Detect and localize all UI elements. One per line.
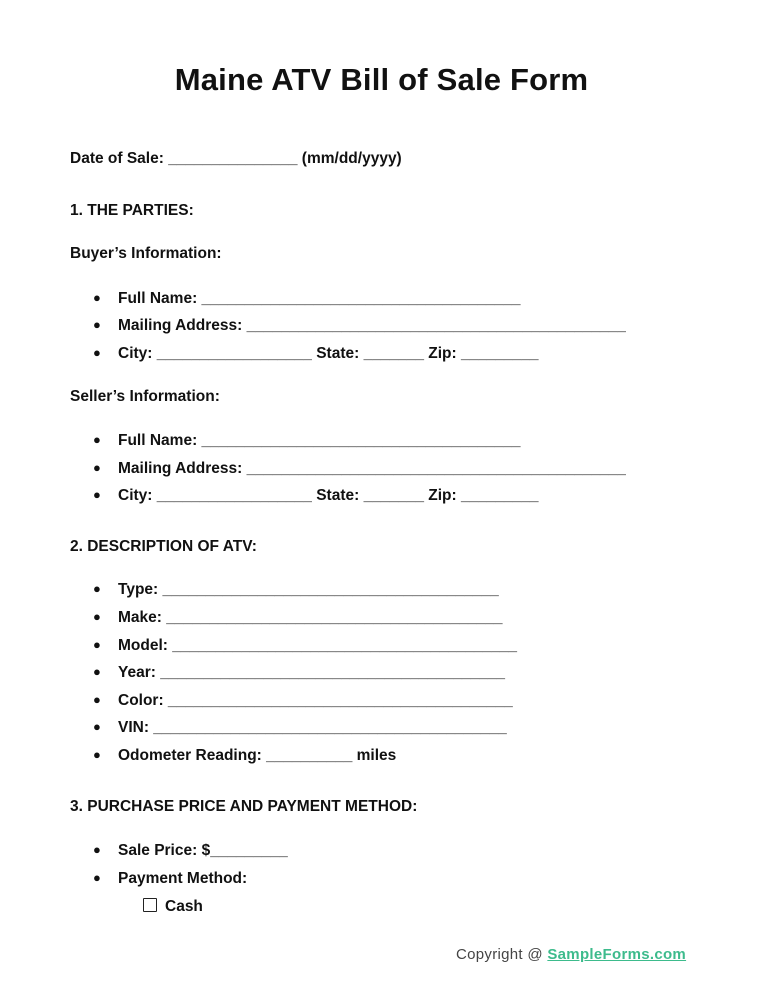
atv-vin-text: VIN: _________________________________________ [118,719,507,736]
payment-method-item [93,868,247,889]
atv-model-item [93,635,517,656]
bullet-icon: ● [93,487,101,502]
sale-price-item [93,840,288,861]
atv-color-item [93,690,513,711]
bullet-icon: ● [93,747,101,762]
copyright-footer [456,946,686,963]
sale-price-text: Sale Price: $_________ [118,842,288,859]
bullet-icon: ● [93,719,101,734]
bullet-icon: ● [93,290,101,305]
seller-full-name-item [93,430,521,451]
seller-full-name-text: Full Name: _____________________________________ [118,432,521,449]
buyer-mailing-address-item [93,315,626,336]
section-description-heading: 2. DESCRIPTION OF ATV: [70,538,257,555]
buyer-city-state-zip-item [93,343,539,364]
buyer-mailing-address-text: Mailing Address: ____________________________________________ [118,317,626,334]
atv-make-text: Make: _______________________________________ [118,609,503,626]
brand-link[interactable]: SampleForms.com [547,946,687,963]
buyer-full-name-item [93,288,521,309]
atv-type-text: Type: _______________________________________ [118,581,499,598]
buyer-info-heading: Buyer’s Information: [70,245,222,262]
date-of-sale-field: Date of Sale: _______________ (mm/dd/yyyy) [70,150,402,167]
bullet-icon: ● [93,664,101,679]
bullet-icon: ● [93,692,101,707]
buyer-full-name-text: Full Name: _____________________________________ [118,290,521,307]
bullet-icon: ● [93,581,101,596]
document-title: Maine ATV Bill of Sale Form [174,62,589,97]
atv-year-item [93,662,505,683]
buyer-city-state-zip-text: City: __________________ State: _______ Zip: _________ [118,345,539,362]
bullet-icon: ● [93,345,101,360]
seller-mailing-address-text: Mailing Address: ____________________________________________ [118,460,626,477]
atv-year-text: Year: ________________________________________ [118,664,506,681]
atv-model-text: Model: ________________________________________ [118,637,518,654]
atv-make-item [93,607,502,628]
atv-odometer-item [93,745,396,766]
copyright-prefix: Copyright @ [456,946,548,963]
payment-method-text: Payment Method: [118,870,248,887]
seller-info-heading: Seller’s Information: [70,388,220,405]
seller-city-state-zip-item [93,485,539,506]
atv-type-item [93,579,499,600]
bullet-icon: ● [93,637,101,652]
bullet-icon: ● [93,460,101,475]
checkbox-icon[interactable] [143,898,157,912]
bullet-icon: ● [93,842,101,857]
atv-odometer-text: Odometer Reading: __________ miles [118,747,397,764]
section-payment-heading: 3. PURCHASE PRICE AND PAYMENT METHOD: [70,798,418,815]
payment-option-cash-label: Cash [165,898,203,915]
bullet-icon: ● [93,432,101,447]
seller-mailing-address-item [93,458,626,479]
section-parties-heading: 1. THE PARTIES: [70,202,194,219]
bullet-icon: ● [93,609,101,624]
seller-city-state-zip-text: City: __________________ State: _______ Zip: _________ [118,487,539,504]
atv-vin-item [93,717,507,738]
bullet-icon: ● [93,317,101,332]
bullet-icon: ● [93,870,101,885]
payment-option-cash[interactable] [143,897,203,917]
atv-color-text: Color: ________________________________________ [118,692,513,709]
